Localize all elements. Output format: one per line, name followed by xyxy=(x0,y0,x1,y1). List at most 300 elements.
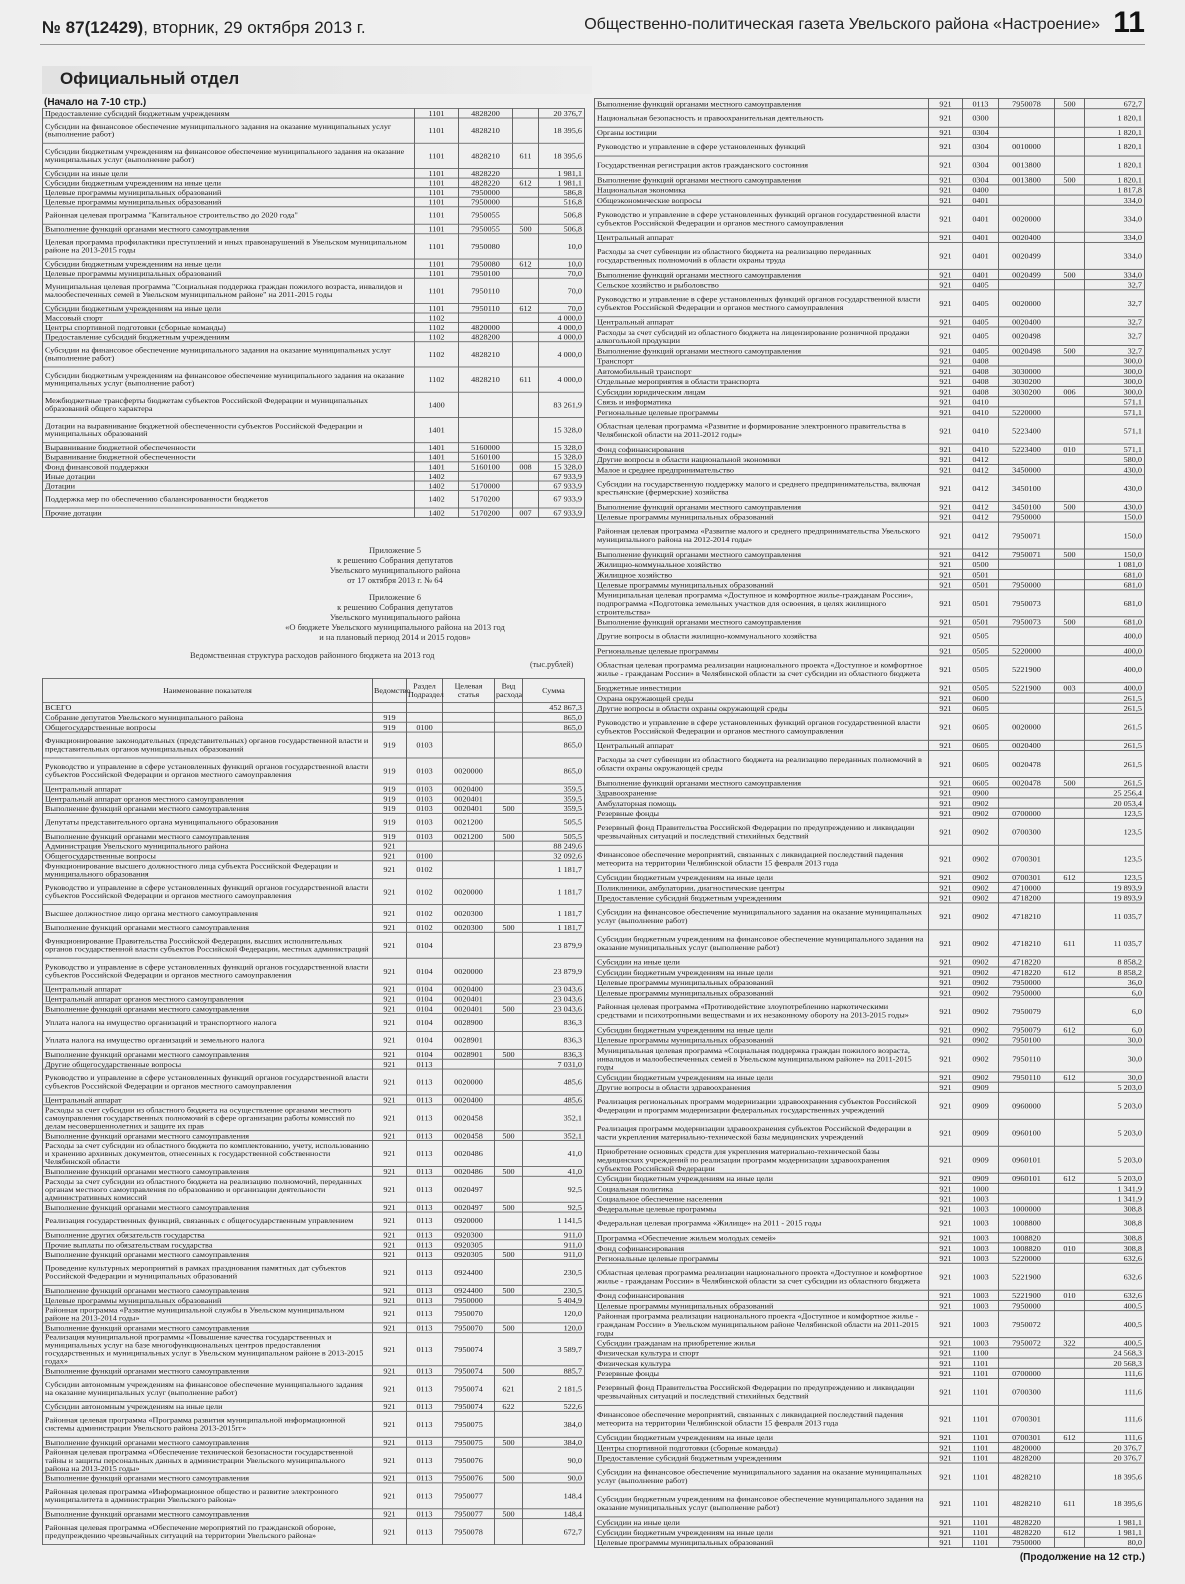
row-cell: 15 328,0 xyxy=(539,443,585,453)
row-label: Руководство и управление в сфере установленных функций органов государственной власти субъектов Российской Федерации и органов местного самоуправления xyxy=(43,879,373,905)
row-cell xyxy=(1055,798,1085,808)
table-row xyxy=(595,376,1145,386)
row-cell: 0501 xyxy=(963,617,999,627)
row-cell: 5221900 xyxy=(999,683,1055,693)
table-row xyxy=(43,323,585,333)
table-row xyxy=(595,967,1145,977)
row-cell xyxy=(1055,1204,1085,1214)
row-cell: 4828220 xyxy=(459,168,513,178)
row-cell: 7950110 xyxy=(999,1045,1055,1072)
row-cell: 1003 xyxy=(963,1253,999,1263)
row-cell: 1000000 xyxy=(999,1204,1055,1214)
row-cell: 123,5 xyxy=(1085,818,1145,845)
row-cell xyxy=(1055,957,1085,967)
row-label: Центральный аппарат xyxy=(595,740,929,750)
row-label: Субсидии на государственную поддержку малого и среднего предпринимательства, включая крестьянские (фермерские) хозяйства xyxy=(595,475,929,502)
row-cell: 7950000 xyxy=(999,1537,1055,1547)
row-label: Субсидии гражданам на приобретение жилья xyxy=(595,1338,929,1348)
row-cell: 0902 xyxy=(963,872,999,882)
row-cell: 0505 xyxy=(963,627,999,646)
row-cell: 32 092,6 xyxy=(523,851,585,861)
row-cell: 672,7 xyxy=(1085,98,1145,108)
row-cell: 7950080 xyxy=(459,234,513,259)
row-cell: 67 933,9 xyxy=(539,508,585,518)
row-cell: 921 xyxy=(373,841,407,851)
row-cell: 921 xyxy=(929,1194,963,1204)
row-cell: 30,0 xyxy=(1085,1072,1145,1082)
row-cell: 4820000 xyxy=(459,323,513,333)
table-row xyxy=(595,175,1145,185)
row-cell: 4718200 xyxy=(999,893,1055,903)
table-row xyxy=(595,788,1145,798)
row-cell: 0505 xyxy=(963,646,999,656)
table-row xyxy=(595,1119,1145,1146)
table-row xyxy=(43,1402,585,1412)
row-cell: 571,1 xyxy=(1085,397,1145,407)
row-cell: 0700300 xyxy=(999,818,1055,845)
row-cell: 88 249,6 xyxy=(523,841,585,851)
row-cell: 612 xyxy=(1055,1432,1085,1442)
row-cell: 0020401 xyxy=(443,794,495,804)
row-cell: 921 xyxy=(929,327,963,346)
row-cell xyxy=(1055,185,1085,195)
row-cell: 0501 xyxy=(963,580,999,590)
table-row xyxy=(43,932,585,958)
row-cell: 611 xyxy=(1055,930,1085,957)
row-cell: 921 xyxy=(929,127,963,137)
row-cell: 921 xyxy=(373,1519,407,1545)
row-label: Предоставление субсидий бюджетным учреждениям xyxy=(43,108,415,118)
row-cell xyxy=(1055,397,1085,407)
row-cell: 921 xyxy=(929,1517,963,1527)
table-row xyxy=(595,957,1145,967)
row-cell: 921 xyxy=(929,882,963,892)
row-cell xyxy=(443,722,495,732)
row-cell: 919 xyxy=(373,794,407,804)
row-label: Резервные фонды xyxy=(595,808,929,818)
budget-table-main xyxy=(42,678,585,1545)
row-cell xyxy=(1055,713,1085,740)
row-cell: 921 xyxy=(929,454,963,464)
row-cell: 921 xyxy=(373,1014,407,1032)
row-cell xyxy=(443,841,495,851)
row-cell xyxy=(1055,1378,1085,1405)
row-cell: 580,0 xyxy=(1085,454,1145,464)
row-cell xyxy=(443,861,495,879)
row-cell: 19 893,9 xyxy=(1085,893,1145,903)
row-cell: 921 xyxy=(929,808,963,818)
row-cell xyxy=(443,851,495,861)
row-cell: 5220000 xyxy=(999,646,1055,656)
row-label: Расходы за счет субвенции из областного бюджета на реализацию переданных полномочий в области охраны окружающей среды xyxy=(595,751,929,778)
row-cell: 1101 xyxy=(963,1490,999,1517)
table-row xyxy=(595,1443,1145,1453)
row-label: Реализация программ модернизации здравоохранения субъектов Российской Федерации в части укрепления материально-технической базы медицинских учреждений xyxy=(595,1119,929,1146)
row-cell: 921 xyxy=(929,1183,963,1193)
row-cell: 150,0 xyxy=(1085,522,1145,549)
row-cell xyxy=(513,108,539,118)
row-cell: 7950076 xyxy=(443,1473,495,1483)
row-cell: 230,5 xyxy=(523,1259,585,1285)
row-cell: 0920305 xyxy=(443,1250,495,1260)
row-cell: 921 xyxy=(373,1105,407,1131)
row-label: Субсидии юридическим лицам xyxy=(595,386,929,396)
table-row xyxy=(43,905,585,923)
table-row xyxy=(43,259,585,269)
table-row xyxy=(595,693,1145,703)
row-cell: 3450000 xyxy=(999,464,1055,474)
row-cell: 400,0 xyxy=(1085,656,1145,683)
row-cell: 4828200 xyxy=(459,332,513,342)
row-cell: 921 xyxy=(373,1032,407,1050)
row-cell xyxy=(1055,522,1085,549)
row-cell: 921 xyxy=(929,818,963,845)
row-cell: 1101 xyxy=(415,178,459,188)
row-cell xyxy=(513,207,539,224)
row-cell: 921 xyxy=(929,777,963,787)
row-cell: 500 xyxy=(1055,175,1085,185)
row-cell: 32,7 xyxy=(1085,317,1145,327)
row-cell xyxy=(513,323,539,333)
row-cell: 0410 xyxy=(963,444,999,454)
row-cell: 1102 xyxy=(415,323,459,333)
row-cell: 1100 xyxy=(963,1348,999,1358)
row-cell: 90,0 xyxy=(523,1447,585,1473)
row-label: Центральный аппарат xyxy=(43,1095,373,1105)
table-row xyxy=(595,617,1145,627)
row-cell: 921 xyxy=(929,175,963,185)
row-cell: 0501 xyxy=(963,590,999,617)
row-cell xyxy=(1055,1537,1085,1547)
table-row xyxy=(595,1214,1145,1233)
row-cell: 921 xyxy=(929,1146,963,1173)
row-label: Выполнение функций органами местного самоуправления xyxy=(43,1509,373,1519)
table-row xyxy=(595,317,1145,327)
row-cell: 1 181,7 xyxy=(523,922,585,932)
row-cell: 0401 xyxy=(963,232,999,242)
row-cell: 1101 xyxy=(415,259,459,269)
appendix-5-line: к решению Собрания депутатов xyxy=(337,555,453,565)
row-cell: 921 xyxy=(373,1473,407,1483)
row-cell: 0113 xyxy=(407,1366,443,1376)
row-label: Выполнение функций органами местного самоуправления xyxy=(595,549,929,559)
row-cell: 0304 xyxy=(963,127,999,137)
row-cell: 1101 xyxy=(963,1432,999,1442)
row-cell: 1101 xyxy=(963,1358,999,1368)
row-cell: 921 xyxy=(929,137,963,156)
table-row xyxy=(595,397,1145,407)
row-label: Органы юстиции xyxy=(595,127,929,137)
row-label: Целевые программы муниципальных образований xyxy=(595,977,929,987)
table-row xyxy=(43,108,585,118)
row-cell: 1101 xyxy=(415,278,459,303)
header-rule xyxy=(40,44,1145,45)
row-label: Выполнение функций органами местного самоуправления xyxy=(43,1166,373,1176)
row-cell xyxy=(495,1230,523,1240)
row-cell: 1102 xyxy=(415,367,459,392)
row-cell: 921 xyxy=(929,1025,963,1035)
col-header: Сумма xyxy=(523,678,585,702)
row-cell: 0103 xyxy=(407,758,443,784)
row-cell: 300,0 xyxy=(1085,386,1145,396)
row-cell: 1102 xyxy=(415,332,459,342)
row-cell: 921 xyxy=(929,740,963,750)
table-row xyxy=(43,958,585,984)
appendix-5-line: от 17 октября 2013 г. № 64 xyxy=(347,575,443,585)
row-cell: 359,5 xyxy=(523,804,585,814)
row-cell: 7950080 xyxy=(459,259,513,269)
row-cell: 6,0 xyxy=(1085,1025,1145,1035)
row-cell: 1003 xyxy=(963,1214,999,1233)
row-cell: 0960100 xyxy=(999,1119,1055,1146)
row-label: Субсидии автономным учреждениям на иные цели xyxy=(43,1402,373,1412)
row-cell: 921 xyxy=(929,280,963,290)
row-cell: 921 xyxy=(929,1233,963,1243)
row-label: Районная программа реализации национального проекта «Доступное и комфортное жилье - гражданам России» в Увельском муниципальном районе Челябинской области на 2011-2015 годы xyxy=(595,1311,929,1338)
row-cell: 7950078 xyxy=(999,98,1055,108)
row-cell: 921 xyxy=(929,1243,963,1253)
row-cell xyxy=(459,313,513,323)
table-row xyxy=(43,143,585,168)
row-cell xyxy=(495,1295,523,1305)
table-row xyxy=(43,1141,585,1167)
row-cell: 0505 xyxy=(963,656,999,683)
row-label: Выполнение функций органами местного самоуправления xyxy=(43,1473,373,1483)
row-label: Центры спортивной подготовки (сборные команды) xyxy=(595,1443,929,1453)
row-label: Районная целевая программа "Капитальное строительство до 2020 года" xyxy=(43,207,415,224)
row-cell: 3 589,7 xyxy=(523,1333,585,1366)
row-cell: 1101 xyxy=(415,197,459,207)
row-cell xyxy=(1055,137,1085,156)
row-cell: 919 xyxy=(373,784,407,794)
table-row xyxy=(595,590,1145,617)
row-label: Уплата налога на имущество организаций и транспортного налога xyxy=(43,1014,373,1032)
table-row xyxy=(43,712,585,722)
row-cell: 41,0 xyxy=(523,1141,585,1167)
row-label: Общегосударственные вопросы xyxy=(43,722,373,732)
row-cell: 18 395,6 xyxy=(539,143,585,168)
row-cell xyxy=(1055,818,1085,845)
row-cell: 1 820,1 xyxy=(1085,127,1145,137)
table-row xyxy=(595,893,1145,903)
row-cell: 612 xyxy=(1055,1072,1085,1082)
row-cell: 1101 xyxy=(963,1453,999,1463)
row-label: Районная целевая программа «Противодействие злоупотреблению наркотическими средствами и психотропными веществами и их незаконному обороту на 2013-2015 годы» xyxy=(595,998,929,1025)
row-cell: 865,0 xyxy=(523,758,585,784)
row-cell: 2 181,5 xyxy=(523,1376,585,1402)
table-row xyxy=(43,1105,585,1131)
row-cell xyxy=(373,703,407,713)
row-cell: 921 xyxy=(373,1141,407,1167)
row-cell: 0960101 xyxy=(999,1173,1055,1183)
row-cell xyxy=(407,703,443,713)
row-cell: 1 981,1 xyxy=(1085,1527,1145,1537)
row-cell: 921 xyxy=(929,185,963,195)
row-cell: 1101 xyxy=(963,1378,999,1405)
row-cell: 4 000,0 xyxy=(539,332,585,342)
row-cell: 23 043,6 xyxy=(523,994,585,1004)
row-cell xyxy=(999,1348,1055,1358)
row-cell xyxy=(495,1411,523,1437)
row-cell xyxy=(1055,242,1085,269)
row-cell: 921 xyxy=(929,967,963,977)
row-cell xyxy=(1055,232,1085,242)
row-cell: 7950055 xyxy=(459,224,513,234)
row-cell: 123,5 xyxy=(1085,808,1145,818)
row-cell xyxy=(513,118,539,143)
row-label: Высшее должностное лицо органа местного самоуправления xyxy=(43,905,373,923)
row-cell: 007 xyxy=(513,508,539,518)
row-cell: 7950075 xyxy=(443,1437,495,1447)
row-cell: 919 xyxy=(373,732,407,758)
row-cell: 0405 xyxy=(963,346,999,356)
row-cell: 0408 xyxy=(963,386,999,396)
row-cell: 0902 xyxy=(963,1035,999,1045)
row-label: Руководство и управление в сфере установленных функций органов государственной власти субъектов Российской Федерации и органов местного самоуправления xyxy=(43,958,373,984)
row-label: Выполнение функций органами местного самоуправления xyxy=(43,1049,373,1059)
row-cell: 0902 xyxy=(963,930,999,957)
row-cell xyxy=(1055,1119,1085,1146)
table-row xyxy=(595,444,1145,454)
row-cell xyxy=(495,932,523,958)
row-cell: 612 xyxy=(1055,872,1085,882)
table-row xyxy=(595,137,1145,156)
row-cell xyxy=(999,703,1055,713)
row-cell: 0020486 xyxy=(443,1141,495,1167)
row-label: Федеральные целевые программы xyxy=(595,1204,929,1214)
row-cell: 921 xyxy=(373,984,407,994)
row-label: Региональные целевые программы xyxy=(595,407,929,417)
row-cell: 92,5 xyxy=(523,1202,585,1212)
row-cell: 921 xyxy=(929,627,963,646)
row-cell: 0700300 xyxy=(999,1378,1055,1405)
row-cell: 921 xyxy=(929,930,963,957)
row-cell: 500 xyxy=(495,1437,523,1447)
table-row xyxy=(43,1259,585,1285)
col-header: Раздел Подраздел xyxy=(407,678,443,702)
row-cell: 672,7 xyxy=(523,1519,585,1545)
row-cell: 4828210 xyxy=(459,342,513,367)
row-cell: 261,5 xyxy=(1085,751,1145,778)
row-cell: 7950110 xyxy=(459,278,513,303)
row-cell xyxy=(495,1305,523,1323)
row-cell: 4718220 xyxy=(999,957,1055,967)
table-row xyxy=(595,1092,1145,1119)
row-cell: 632,6 xyxy=(1085,1290,1145,1300)
table-row xyxy=(43,758,585,784)
row-cell xyxy=(495,879,523,905)
row-cell: 921 xyxy=(373,1323,407,1333)
row-label: Отдельные мероприятия в области транспорта xyxy=(595,376,929,386)
row-label: Собрание депутатов Увельского муниципального района xyxy=(43,712,373,722)
row-cell xyxy=(1055,1463,1085,1490)
row-cell: 0020401 xyxy=(443,1004,495,1014)
row-cell: 836,3 xyxy=(523,1032,585,1050)
row-cell: 334,0 xyxy=(1085,242,1145,269)
row-cell: 921 xyxy=(373,1059,407,1069)
row-cell xyxy=(1055,407,1085,417)
col-header: Целевая статья xyxy=(443,678,495,702)
row-label: Сельское хозяйство и рыболовство xyxy=(595,280,929,290)
row-cell: 1 820,1 xyxy=(1085,109,1145,128)
row-cell: 4718210 xyxy=(999,903,1055,930)
table-row xyxy=(595,818,1145,845)
row-cell: 67 933,9 xyxy=(539,471,585,481)
row-cell: 500 xyxy=(495,831,523,841)
row-cell: 0909 xyxy=(963,1119,999,1146)
row-label: Субсидии на иные цели xyxy=(595,957,929,967)
row-cell: 123,5 xyxy=(1085,872,1145,882)
row-cell: 921 xyxy=(929,1290,963,1300)
continued-to: (Продолжение на 12 стр.) xyxy=(1019,1552,1145,1563)
row-cell: 0010000 xyxy=(999,137,1055,156)
row-cell: 921 xyxy=(929,646,963,656)
row-label: Выполнение функций органами местного самоуправления xyxy=(595,502,929,512)
row-cell xyxy=(1055,1311,1085,1338)
row-cell: 921 xyxy=(373,851,407,861)
table-row xyxy=(43,841,585,851)
row-cell: 0113 xyxy=(407,1176,443,1202)
table-row xyxy=(595,356,1145,366)
row-cell: 0020497 xyxy=(443,1176,495,1202)
row-cell: 5220000 xyxy=(999,407,1055,417)
row-cell: 1101 xyxy=(963,1463,999,1490)
row-cell xyxy=(1055,327,1085,346)
row-cell: 921 xyxy=(929,317,963,327)
row-cell: 359,5 xyxy=(523,794,585,804)
row-cell xyxy=(1055,1092,1085,1119)
row-label: Выполнение функций органами местного самоуправления xyxy=(595,617,929,627)
row-cell xyxy=(513,188,539,198)
row-cell xyxy=(1055,1348,1085,1358)
row-cell: 1401 xyxy=(415,462,459,472)
table-row xyxy=(43,1202,585,1212)
row-cell: 1 820,1 xyxy=(1085,156,1145,175)
table-row xyxy=(595,522,1145,549)
row-cell: 0102 xyxy=(407,879,443,905)
table-row xyxy=(595,185,1145,195)
row-cell: 921 xyxy=(373,1376,407,1402)
row-cell: 0900 xyxy=(963,788,999,798)
table-row xyxy=(43,794,585,804)
row-cell: 334,0 xyxy=(1085,269,1145,279)
row-cell xyxy=(1055,987,1085,997)
row-label: Целевые программы муниципальных образований xyxy=(595,987,929,997)
row-cell: 921 xyxy=(373,1166,407,1176)
table-row xyxy=(595,1025,1145,1035)
row-cell: 921 xyxy=(929,346,963,356)
table-row xyxy=(595,683,1145,693)
row-cell: 921 xyxy=(929,845,963,872)
row-cell: 0410 xyxy=(963,417,999,444)
table-row xyxy=(43,417,585,442)
row-cell: 5160000 xyxy=(459,443,513,453)
row-label: Районная целевая программа «Обеспечение мероприятий по гражданской обороне, предупреждению чрезвычайных ситуаций на территории Увельского района» xyxy=(43,1519,373,1545)
row-label: ВСЕГО xyxy=(43,703,373,713)
row-cell: 0902 xyxy=(963,1025,999,1035)
row-cell: 0104 xyxy=(407,1049,443,1059)
row-cell: 0021200 xyxy=(443,813,495,831)
table-row xyxy=(595,475,1145,502)
row-cell: 0300 xyxy=(963,109,999,128)
row-label: Автомобильный транспорт xyxy=(595,366,929,376)
row-cell xyxy=(1055,580,1085,590)
row-cell: 485,6 xyxy=(523,1069,585,1095)
row-label: Дотации на выравнивание бюджетной обеспеченности субъектов Российской Федерации и муниципальных образований xyxy=(43,417,415,442)
table-row xyxy=(43,207,585,224)
table-row xyxy=(595,559,1145,569)
table-row xyxy=(43,1250,585,1260)
